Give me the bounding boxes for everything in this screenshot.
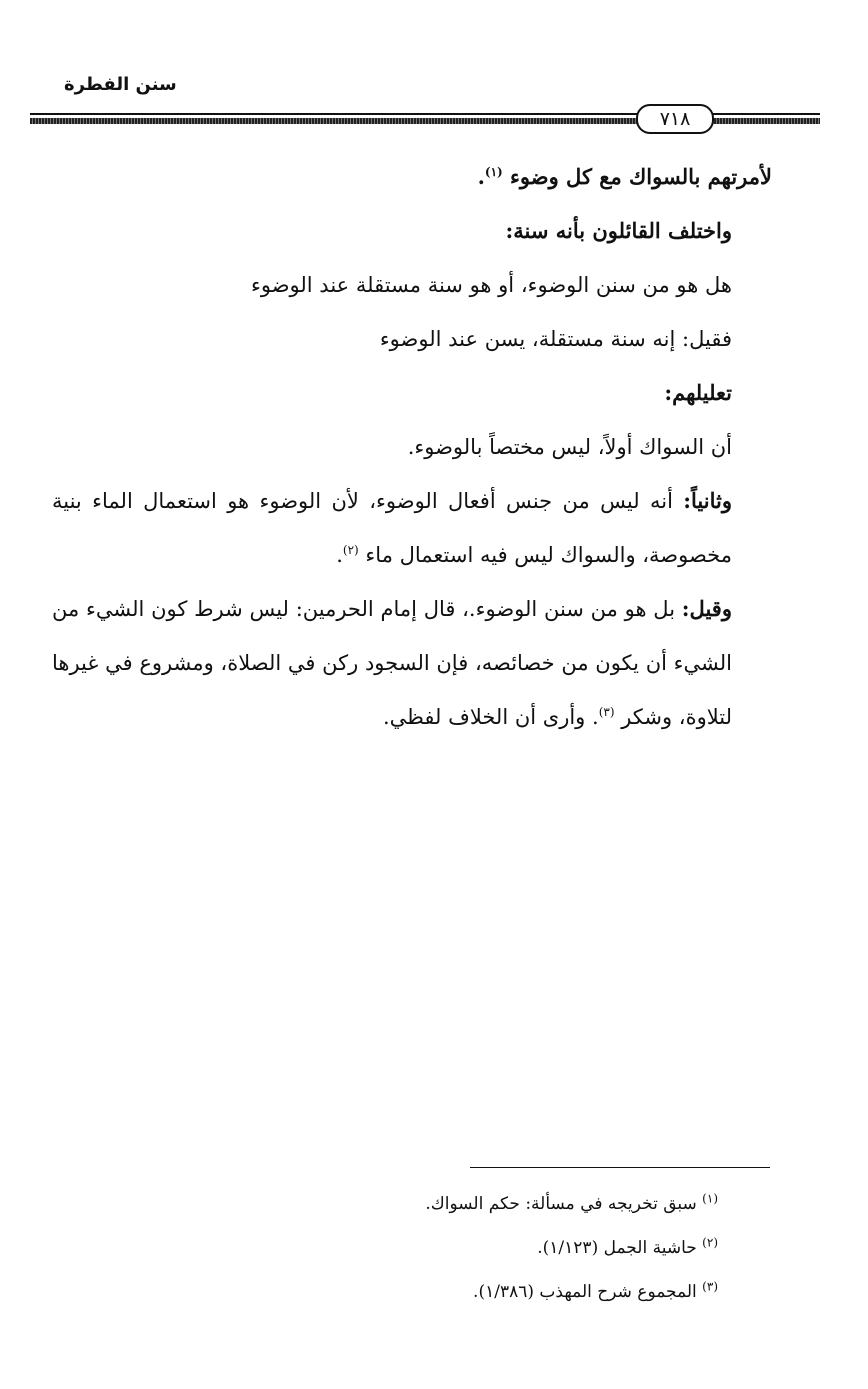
ref-1: (١) — [484, 165, 503, 179]
opinion-1: فقيل: إنه سنة مستقلة، يسن عند الوضوء — [379, 327, 732, 351]
ref-2: (٢) — [342, 543, 359, 557]
footnote-2-num: (٢) — [702, 1235, 718, 1250]
footnotes — [200, 1182, 718, 1314]
page-number: ٧١٨ — [636, 104, 714, 134]
paragraph-1: لأمرتهم بالسواك مع كل وضوء $^{(١)}$. — [477, 164, 772, 189]
opinion-2-tail: وأرى أن الخلاف لفظي. — [382, 705, 586, 729]
main-text — [52, 150, 772, 744]
reason-2-text: أنه ليس من جنس أفعال الوضوء، لأن الوضوء هو استعمال الماء بنية مخصوصة، والسواك ليس فيه استعمال ماء — [52, 489, 732, 567]
footnote-2-text: حاشية الجمل (١/١٢٣). — [537, 1238, 697, 1258]
reason-2: وثانياً: أنه ليس من جنس أفعال الوضوء، لأن الوضوء هو استعمال الماء بنية مخصوصة، والسواك ليس فيه استعمال ماء $^{(٢)}$. — [52, 488, 732, 567]
footnote-1-text: سبق تخريجه في مسألة: حكم السواك. — [425, 1194, 697, 1214]
heading-disagreement: واختلف القائلون بأنه سنة: — [505, 218, 732, 243]
footnote-2 — [200, 1226, 718, 1270]
footnote-3-num: (٣) — [702, 1279, 718, 1294]
reason-2-label: وثانياً: — [683, 488, 732, 513]
reason-1: أن السواك أولاً، ليس مختصاً بالوضوء. — [407, 435, 732, 459]
footnote-3 — [200, 1270, 718, 1314]
footnote-1-num: (١) — [702, 1191, 718, 1206]
footnote-3-text: المجموع شرح المهذب (١/٣٨٦). — [473, 1282, 697, 1302]
line1-text: لأمرتهم بالسواك مع كل وضوء — [510, 164, 772, 189]
question-line: هل هو من سنن الوضوء، أو هو سنة مستقلة عند الوضوء — [251, 273, 732, 297]
opinion-2-label: وقيل: — [681, 596, 732, 621]
heading-reasoning: تعليلهم: — [664, 380, 732, 405]
footnote-divider — [470, 1167, 770, 1168]
running-title: سنن الفطرة — [64, 74, 177, 95]
opinion-2: وقيل: بل هو من سنن الوضوء.، قال إمام الحرمين: ليس شرط كون الشيء من الشيء أن يكون من خصائصه، فإن السجود ركن في الصلاة، ومشروع في غيرها لتلاوة، وشكر $^{(٣)}$. وأرى أن الخلاف لفظي. — [52, 596, 732, 729]
footnote-1 — [200, 1182, 718, 1226]
opinion-2-text: بل هو من سنن الوضوء.، قال إمام الحرمين: ليس شرط كون الشيء من الشيء أن يكون من خصائصه، فإن السجود ركن في الصلاة، ومشروع في غيرها لتلاوة، وشكر — [52, 597, 732, 729]
ref-3: (٣) — [598, 705, 615, 719]
